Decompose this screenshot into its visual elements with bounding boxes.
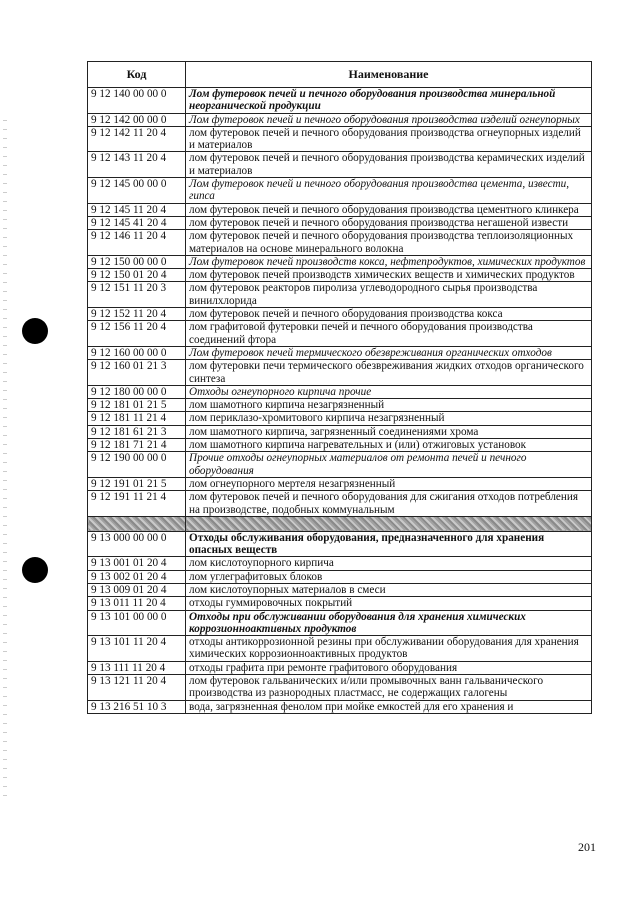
name-cell: Лом футеровок печей и печного оборудования производства изделий огнеупорных <box>186 113 592 126</box>
code-cell: 9 12 143 11 20 4 <box>88 152 186 178</box>
name-cell: Лом футеровок печей термического обезвреживания органических отходов <box>186 346 592 359</box>
table-row <box>88 152 592 178</box>
table-row <box>88 531 592 557</box>
code-cell: 9 13 101 00 00 0 <box>88 610 186 636</box>
table-row <box>88 282 592 308</box>
name-cell: лом огнеупорного мертеля незагрязненный <box>186 477 592 490</box>
name-cell: Отходы огнеупорного кирпича прочие <box>186 385 592 398</box>
name-cell: отходы гуммировочных покрытий <box>186 597 592 610</box>
code-cell: 9 12 142 00 00 0 <box>88 113 186 126</box>
section-divider <box>88 516 592 531</box>
table-row <box>88 477 592 490</box>
table-row <box>88 452 592 478</box>
header-name: Наименование <box>186 62 592 88</box>
table-row <box>88 230 592 256</box>
name-cell: лом углеграфитовых блоков <box>186 570 592 583</box>
name-cell: вода, загрязненная фенолом при мойке емкостей для его хранения и <box>186 700 592 713</box>
code-cell: 9 13 121 11 20 4 <box>88 675 186 701</box>
code-cell: 9 12 181 11 21 4 <box>88 412 186 425</box>
code-cell: 9 12 191 11 21 4 <box>88 491 186 517</box>
table-row <box>88 583 592 596</box>
table-row <box>88 439 592 452</box>
code-cell: 9 12 160 01 21 3 <box>88 360 186 386</box>
punch-hole <box>22 318 48 344</box>
table-row <box>88 557 592 570</box>
name-cell: лом графитовой футеровки печей и печного оборудования производства соединений фтора <box>186 321 592 347</box>
table-row <box>88 269 592 282</box>
code-cell: 9 12 156 11 20 4 <box>88 321 186 347</box>
code-cell: 9 12 181 01 21 5 <box>88 399 186 412</box>
name-cell <box>186 516 592 531</box>
code-cell: 9 13 009 01 20 4 <box>88 583 186 596</box>
code-cell: 9 12 190 00 00 0 <box>88 452 186 478</box>
code-cell: 9 13 000 00 00 0 <box>88 531 186 557</box>
table-row <box>88 700 592 713</box>
name-cell: лом футеровок печей производств химических веществ и химических продуктов <box>186 269 592 282</box>
table-row <box>88 308 592 321</box>
code-cell <box>88 516 186 531</box>
code-cell: 9 12 146 11 20 4 <box>88 230 186 256</box>
code-cell: 9 12 152 11 20 4 <box>88 308 186 321</box>
code-cell: 9 12 142 11 20 4 <box>88 126 186 152</box>
name-cell: Отходы при обслуживании оборудования для хранения химических коррозионноактивных продуктов <box>186 610 592 636</box>
name-cell: лом футеровок печей и печного оборудования производства цементного клинкера <box>186 203 592 216</box>
code-cell: 9 12 145 41 20 4 <box>88 216 186 229</box>
table-header-row <box>88 62 592 88</box>
table-row <box>88 385 592 398</box>
name-cell: лом кислотоупорных материалов в смеси <box>186 583 592 596</box>
code-cell: 9 13 101 11 20 4 <box>88 636 186 662</box>
table-row <box>88 203 592 216</box>
name-cell: отходы антикоррозионной резины при обслуживании оборудования для хранения химических коррозионноактивных продуктов <box>186 636 592 662</box>
code-cell: 9 12 145 00 00 0 <box>88 178 186 204</box>
table-row <box>88 399 592 412</box>
code-cell: 9 12 181 61 21 3 <box>88 425 186 438</box>
name-cell: лом футеровок печей и печного оборудования производства огнеупорных изделий и материалов <box>186 126 592 152</box>
name-cell: лом футеровок реакторов пиролиза углеводородного сырья производства винилхлорида <box>186 282 592 308</box>
table-body <box>88 88 592 714</box>
table-row <box>88 321 592 347</box>
name-cell: лом футеровок печей и печного оборудования производства теплоизоляционных материалов на основе минерального волокна <box>186 230 592 256</box>
name-cell: Лом футеровок печей производств кокса, нефтепродуктов, химических продуктов <box>186 255 592 268</box>
name-cell: лом футеровок печей и печного оборудования производства керамических изделий и материалов <box>186 152 592 178</box>
scan-edge-marks <box>3 120 7 800</box>
code-cell: 9 13 111 11 20 4 <box>88 661 186 674</box>
name-cell: Отходы обслуживания оборудования, предназначенного для хранения опасных веществ <box>186 531 592 557</box>
name-cell: лом футеровок печей и печного оборудования производства негашеной извести <box>186 216 592 229</box>
name-cell: лом кислотоупорного кирпича <box>186 557 592 570</box>
table-row <box>88 178 592 204</box>
name-cell: лом футеровок печей и печного оборудования для сжигания отходов потребления на производстве, подобных коммунальным <box>186 491 592 517</box>
header-code: Код <box>88 62 186 88</box>
code-cell: 9 13 216 51 10 3 <box>88 700 186 713</box>
code-cell: 9 13 001 01 20 4 <box>88 557 186 570</box>
page-number: 201 <box>578 840 596 854</box>
name-cell: лом шамотного кирпича незагрязненный <box>186 399 592 412</box>
punch-hole <box>22 557 48 583</box>
code-cell: 9 12 150 01 20 4 <box>88 269 186 282</box>
table-row <box>88 636 592 662</box>
table-row <box>88 412 592 425</box>
waste-code-table <box>87 61 592 714</box>
table-row <box>88 491 592 517</box>
name-cell: лом периклазо-хромитового кирпича незагрязненный <box>186 412 592 425</box>
table-row <box>88 597 592 610</box>
name-cell: лом футеровок гальванических и/или промывочных ванн гальванического производства из разнородных пластмасс, не содержащих галогены <box>186 675 592 701</box>
table-row <box>88 675 592 701</box>
name-cell: лом шамотного кирпича, загрязненный соединениями хрома <box>186 425 592 438</box>
table-row <box>88 661 592 674</box>
name-cell: Лом футеровок печей и печного оборудования производства минеральной неорганической продукции <box>186 88 592 114</box>
table-row <box>88 425 592 438</box>
code-cell: 9 13 002 01 20 4 <box>88 570 186 583</box>
name-cell: отходы графита при ремонте графитового оборудования <box>186 661 592 674</box>
table-row <box>88 113 592 126</box>
code-cell: 9 13 011 11 20 4 <box>88 597 186 610</box>
code-cell: 9 12 140 00 00 0 <box>88 88 186 114</box>
name-cell: лом футеровок печей и печного оборудования производства кокса <box>186 308 592 321</box>
code-cell: 9 12 181 71 21 4 <box>88 439 186 452</box>
code-cell: 9 12 191 01 21 5 <box>88 477 186 490</box>
table-row <box>88 126 592 152</box>
code-cell: 9 12 150 00 00 0 <box>88 255 186 268</box>
table-row <box>88 570 592 583</box>
name-cell: лом футеровки печи термического обезвреживания жидких отходов органического синтеза <box>186 360 592 386</box>
table-row <box>88 255 592 268</box>
name-cell: Лом футеровок печей и печного оборудования производства цемента, извести, гипса <box>186 178 592 204</box>
table-row <box>88 216 592 229</box>
table-row <box>88 346 592 359</box>
table-row <box>88 88 592 114</box>
code-cell: 9 12 160 00 00 0 <box>88 346 186 359</box>
code-cell: 9 12 151 11 20 3 <box>88 282 186 308</box>
name-cell: лом шамотного кирпича нагревательных и (или) отжиговых установок <box>186 439 592 452</box>
name-cell: Прочие отходы огнеупорных материалов от ремонта печей и печного оборудования <box>186 452 592 478</box>
table-row <box>88 360 592 386</box>
code-cell: 9 12 145 11 20 4 <box>88 203 186 216</box>
table-row <box>88 610 592 636</box>
code-cell: 9 12 180 00 00 0 <box>88 385 186 398</box>
